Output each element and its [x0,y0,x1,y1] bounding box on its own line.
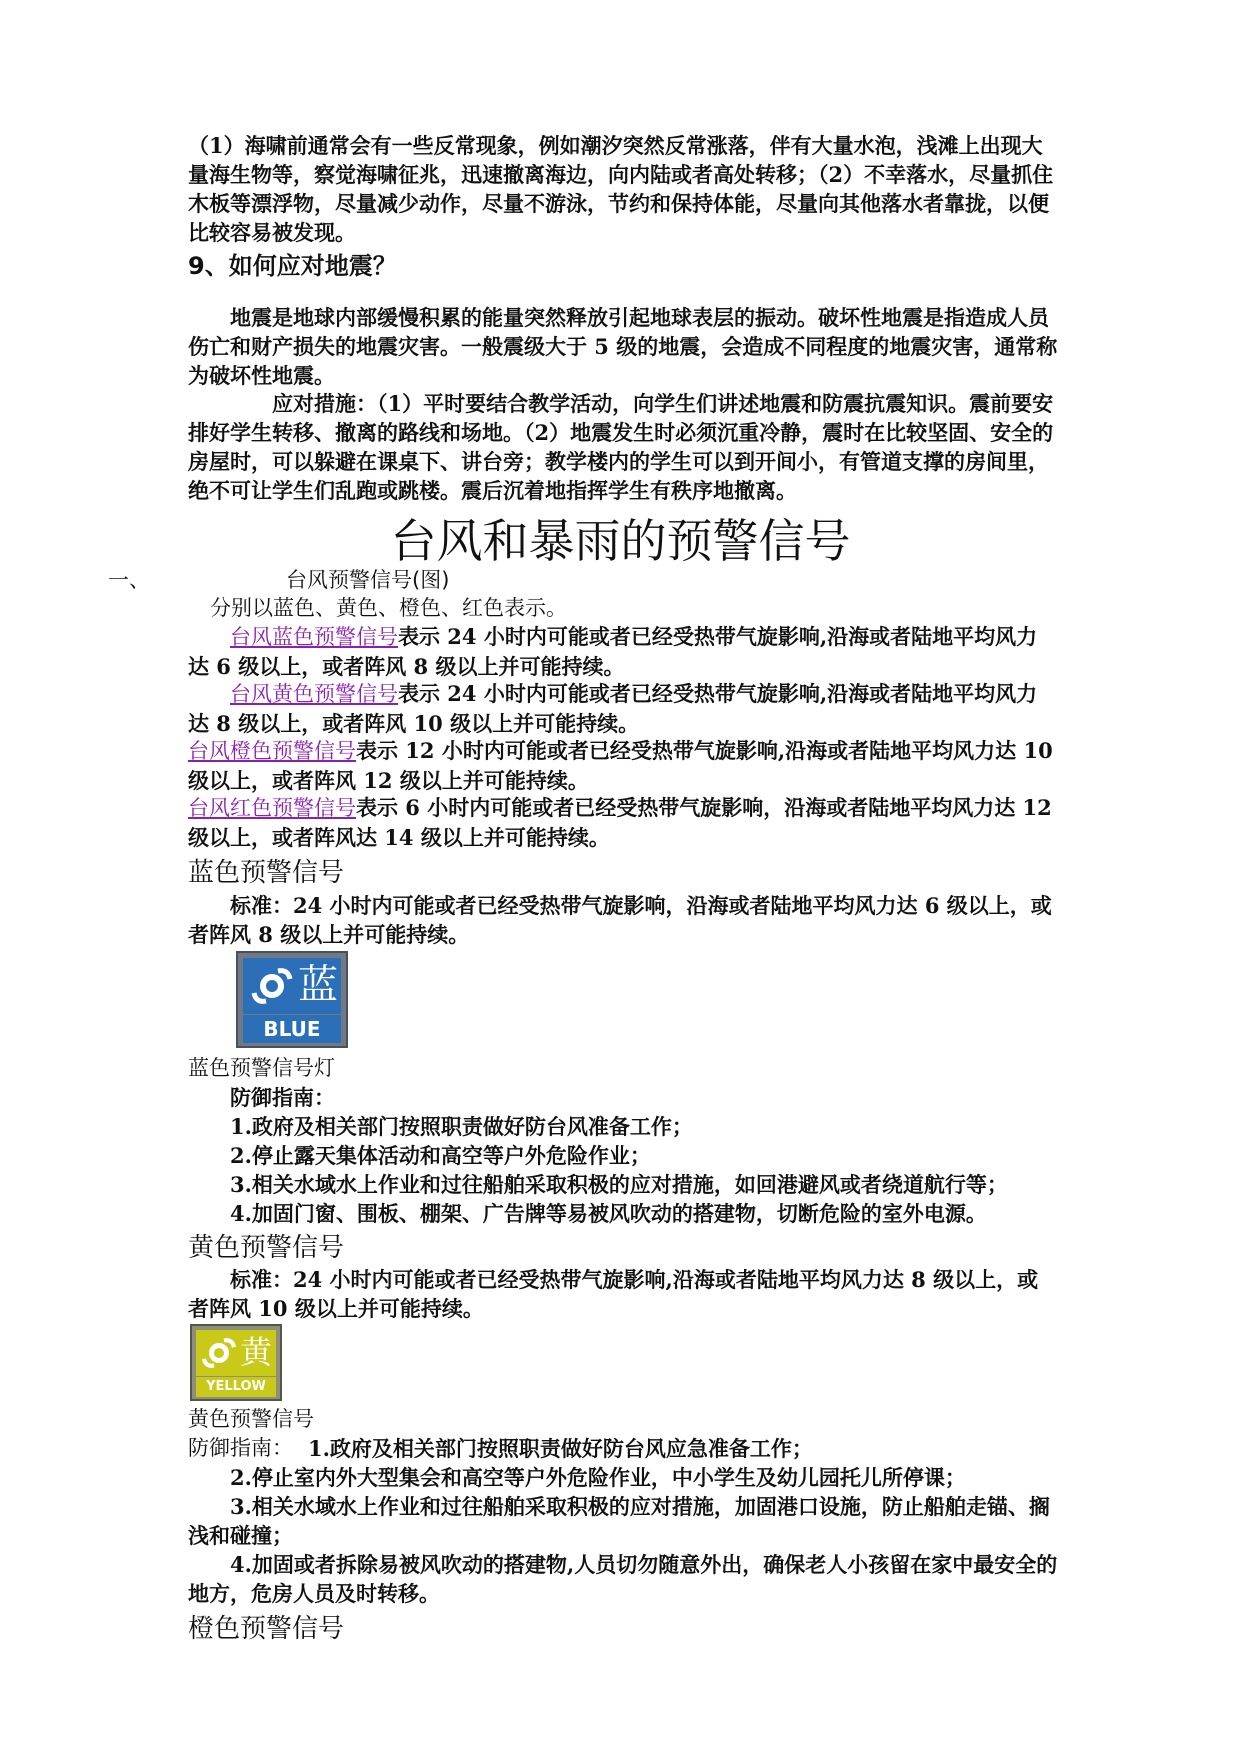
signal-blue-link[interactable]: 台风蓝色预警信号 [230,625,398,649]
signal-orange-desc [188,736,1058,795]
yellow-caption: 黄色预警信号 [188,1407,314,1431]
yellow-heading: 黄色预警信号 [188,1233,345,1263]
blue-signal-image [236,951,348,1048]
blue-caption: 蓝色预警信号灯 [188,1056,335,1080]
yellow-guide-3: 3.相关水域水上作业和过往船舶采取积极的应对措施，加固港口设施，防止船舶走锚、搁浅和碰撞； [188,1494,1050,1548]
typhoon-icon [199,1332,239,1374]
yellow-sign-word: YELLOW [196,1377,276,1397]
blue-sign-word: BLUE [243,1015,341,1043]
orange-heading: 橙色预警信号 [188,1614,345,1644]
signal-red-text: 表示 6 小时内可能或者已经受热带气旋影响，沿海或者陆地平均风力达 12 级以上，或者阵风达 14 级以上并可能持续。 [188,795,1052,850]
earthquake-measures: 应对措施：（1）平时要结合教学活动，向学生们讲述地震和防震抗震知识。震前要安排好学生转移、撤离的路线和场地。（2）地震发生时必须沉重冷静，震时在比较坚固、安全的房屋时，可以躲避在课桌下、讲台旁；教学楼内的学生可以到开间小，有管道支撑的房间里，绝不可让学生们乱跑或跳楼。震后沉着地指挥学生有秩序地撤离。 [188,391,1054,503]
signal-orange-link[interactable]: 台风橙色预警信号 [188,739,356,763]
section-intro: 分别以蓝色、黄色、橙色、红色表示。 [210,596,567,620]
blue-guide-3: 3.相关水域水上作业和过往船舶采取积极的应对措施，如回港避风或者绕道航行等； [230,1172,1008,1197]
signal-red-link[interactable]: 台风红色预警信号 [188,796,356,820]
tsunami-paragraph: （1）海啸前通常会有一些反常现象，例如潮汐突然反常涨落，伴有大量水泡，浅滩上出现大量海生物等，察觉海啸征兆，迅速撤离海边，向内陆或者高处转移；（2）不幸落水，尽量抓住木板等漂浮物，尽量减少动作，尽量不游泳，节约和保持体能，尽量向其他落水者靠拢，以便比较容易被发现。 [188,133,1054,245]
blue-standard: 标准：24 小时内可能或者已经受热带气旋影响，沿海或者陆地平均风力达 6 级以上，或者阵风 8 级以上并可能持续。 [188,893,1052,947]
section-number: 一、 [108,568,150,592]
blue-guide-2: 2.停止露天集体活动和高空等户外危险作业； [230,1143,651,1168]
yellow-guide-label: 防御指南： [188,1436,293,1460]
signal-yellow-link[interactable]: 台风黄色预警信号 [230,682,398,706]
typhoon-icon [248,961,296,1011]
blue-guide-label: 防御指南： [230,1085,335,1110]
yellow-sign-char: 黄 [240,1333,273,1371]
yellow-guide-2: 2.停止室内外大型集会和高空等户外危险作业，中小学生及幼儿园托儿所停课； [230,1465,966,1490]
page-title: 台风和暴雨的预警信号 [390,514,851,568]
yellow-standard: 标准：24 小时内可能或者已经受热带气旋影响,沿海或者陆地平均风力达 8 级以上，或者阵风 10 级以上并可能持续。 [188,1267,1039,1321]
signal-yellow-text: 表示 24 小时内可能或者已经受热带气旋影响,沿海或者陆地平均风力达 8 级以上，或者阵风 10 级以上并可能持续。 [188,681,1038,736]
signal-orange-text: 表示 12 小时内可能或者已经受热带气旋影响,沿海或者陆地平均风力达 10 级以上，或者阵风 12 级以上并可能持续。 [188,738,1053,793]
blue-sign-char: 蓝 [298,962,338,1008]
earthquake-heading: 9、如何应对地震？ [188,252,397,280]
earthquake-paragraph: 地震是地球内部缓慢积累的能量突然释放引起地球表层的振动。破坏性地震是指造成人员伤亡和财产损失的地震灾害。一般震级大于 5 级的地震，会造成不同程度的地震灾害，通常称为破坏性地震。 [188,305,1058,388]
yellow-signal-image [190,1324,282,1401]
blue-heading: 蓝色预警信号 [188,858,345,888]
signal-blue-desc [188,622,1058,681]
signal-red-desc [188,793,1058,852]
blue-guide-1: 1.政府及相关部门按照职责做好防台风准备工作； [230,1114,693,1139]
section-heading: 台风预警信号(图) [286,568,450,592]
yellow-guide-1: 1.政府及相关部门按照职责做好防台风应急准备工作； [308,1436,813,1461]
signal-yellow-desc [188,679,1058,738]
yellow-guide-4: 4.加固或者拆除易被风吹动的搭建物,人员切勿随意外出，确保老人小孩留在家中最安全的地方，危房人员及时转移。 [188,1552,1058,1606]
signal-blue-text: 表示 24 小时内可能或者已经受热带气旋影响,沿海或者陆地平均风力达 6 级以上，或者阵风 8 级以上并可能持续。 [188,624,1038,679]
blue-guide-4: 4.加固门窗、围板、棚架、广告牌等易被风吹动的搭建物，切断危险的室外电源。 [230,1201,987,1226]
